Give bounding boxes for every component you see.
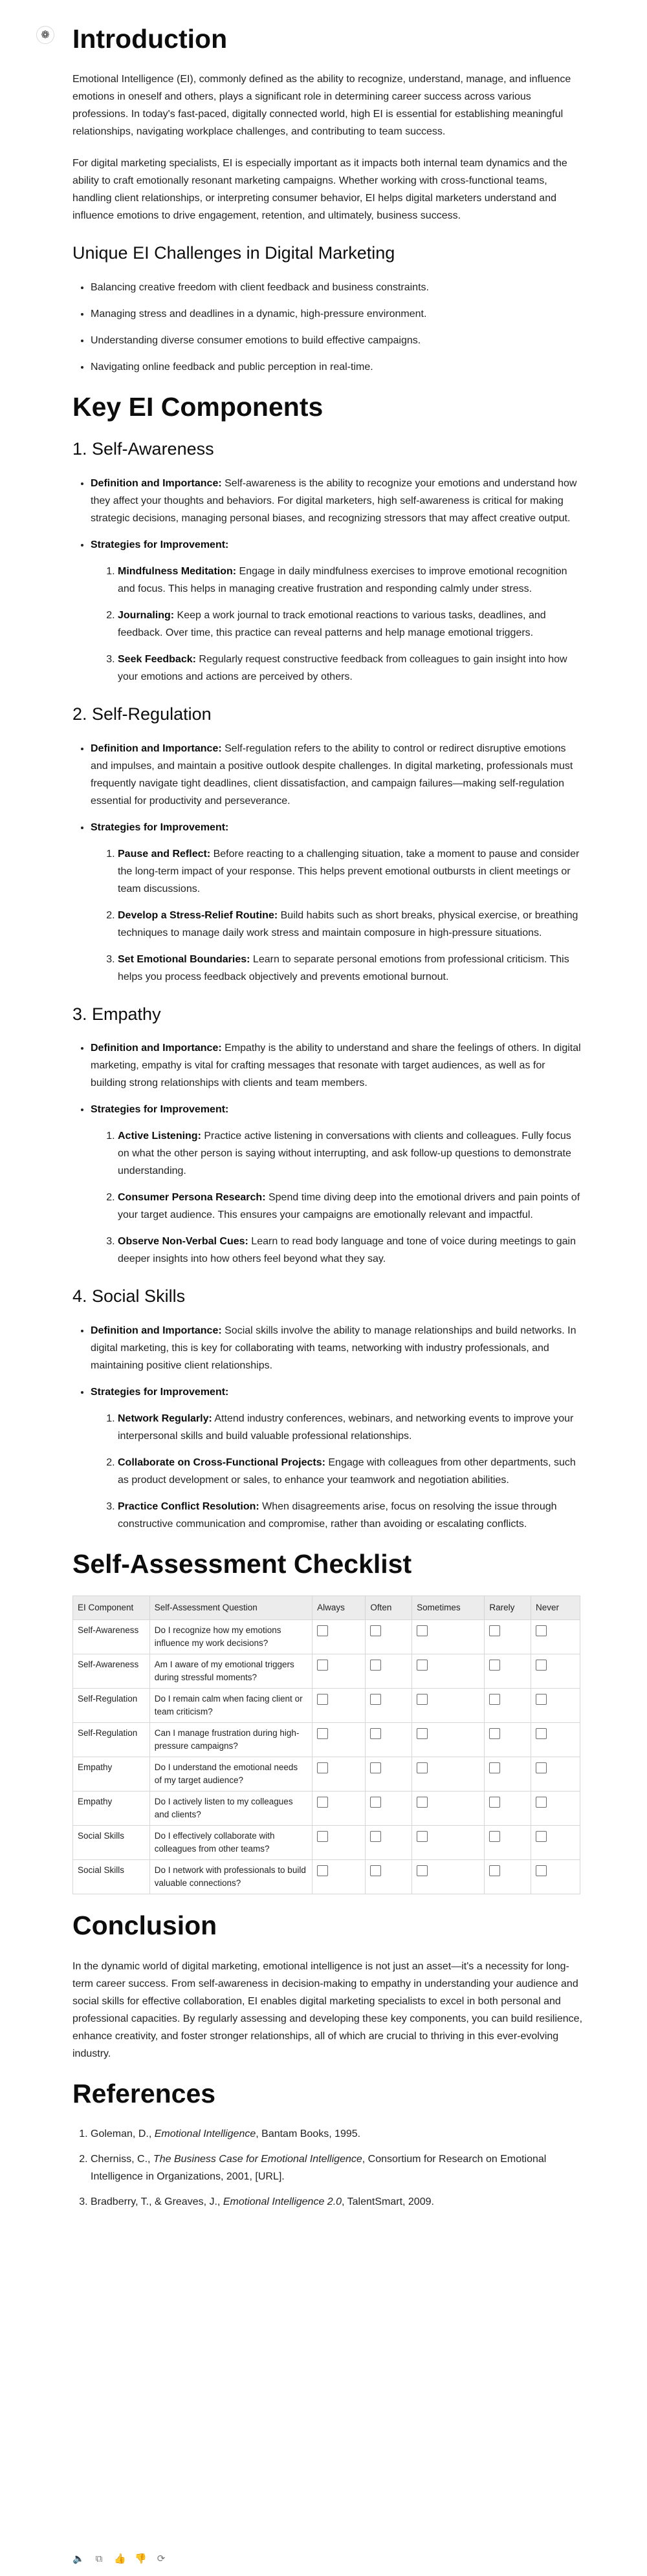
question-cell: Do I effectively collaborate with colleagues from other teams?	[149, 1826, 312, 1860]
rating-checkbox[interactable]	[489, 1865, 500, 1876]
question-cell: Do I recognize how my emotions influence my work decisions?	[149, 1620, 312, 1654]
reference-publisher: , Bantam Books, 1995.	[256, 2128, 361, 2139]
reference-authors: Goleman, D.,	[91, 2128, 155, 2139]
message-content	[72, 23, 584, 2218]
rating-checkbox[interactable]	[370, 1865, 381, 1876]
strategies-item	[91, 819, 584, 986]
column-header: Never	[531, 1596, 580, 1620]
checklist-title: Self-Assessment Checklist	[72, 1549, 412, 1579]
conclusion-text: In the dynamic world of digital marketing, emotional intelligence is not just an asset—it's a necessity for long-term career success. From self-awareness in decision-making to empathy in understanding your audience and social skills for effective collaboration, EI enables digital marketing specialists to excel in both personal and professional capacities. By regularly assessing and developing these key components, you can build resilience, enhance creativity, and foster stronger relationships, all of which are crucial to thriving in this ever-evolving industry.	[72, 1960, 583, 2059]
challenges-list	[72, 279, 584, 376]
checkbox-cell	[531, 1654, 580, 1689]
checkbox-cell	[531, 1620, 580, 1654]
section-title: 2. Self-Regulation	[72, 704, 212, 724]
rating-checkbox[interactable]	[417, 1694, 428, 1705]
checklist-table	[72, 1596, 580, 1894]
section-title: 1. Self-Awareness	[72, 439, 214, 459]
question-cell: Do I network with professionals to build valuable connections?	[149, 1860, 312, 1894]
strategy-item	[118, 607, 584, 642]
strategies-item	[91, 536, 584, 686]
strategies-label: Strategies for Improvement:	[91, 1387, 229, 1398]
regenerate-icon[interactable]: ⟳	[157, 2553, 166, 2564]
strategy-text: Practice active listening in conversations with clients and colleagues. Fully focus on what the other person is saying without interrupting, and ask follow-up questions to demonstrate understanding.	[118, 1131, 571, 1177]
table-row	[73, 1757, 580, 1791]
rating-checkbox[interactable]	[317, 1728, 328, 1739]
checkbox-cell	[313, 1791, 366, 1826]
checkbox-cell	[531, 1791, 580, 1826]
rating-checkbox[interactable]	[536, 1625, 547, 1636]
intro-paragraph-2: For digital marketing specialists, EI is especially important as it impacts both internal team dynamics and the ability to craft emotionally resonant marketing campaigns. Whether working with cross-functional teams, handling client relationships, or interpreting consumer behavior, EI helps digital marketers understand and influence emotions to drive engagement, retention, and ultimately, business success.	[72, 158, 567, 222]
strategy-item	[118, 1189, 584, 1224]
rating-checkbox[interactable]	[489, 1660, 500, 1671]
strategy-name: Set Emotional Boundaries:	[118, 953, 250, 965]
rating-checkbox[interactable]	[489, 1625, 500, 1636]
checkbox-cell	[412, 1791, 485, 1826]
checkbox-cell	[366, 1860, 412, 1894]
definition-label: Definition and Importance:	[91, 742, 222, 754]
strategies-label: Strategies for Improvement:	[91, 821, 229, 833]
definition-text: Social skills involve the ability to manage relationships and build networks. In digital marketing, this is key for collaborating with teams, networking with industry professionals, and maintaining positive client relationships.	[91, 1325, 576, 1372]
rating-checkbox[interactable]	[317, 1831, 328, 1842]
strategy-name: Mindfulness Meditation:	[118, 565, 237, 577]
definition-label: Definition and Importance:	[91, 1325, 222, 1337]
column-header: Always	[313, 1596, 366, 1620]
strategy-text: Engage in daily mindfulness exercises to improve emotional recognition and focus. This helps in managing creative frustration and responding calmly under stress.	[118, 565, 567, 594]
references-list	[72, 2125, 584, 2211]
table-row	[73, 1689, 580, 1723]
component-cell: Self-Regulation	[73, 1689, 150, 1723]
table-body	[73, 1620, 580, 1894]
checkbox-cell	[313, 1723, 366, 1757]
checkbox-cell	[485, 1620, 531, 1654]
thumbs-up-icon[interactable]: 👍	[114, 2553, 126, 2564]
strategies-list	[91, 563, 584, 686]
components-sections	[72, 438, 584, 1533]
strategy-name: Active Listening:	[118, 1131, 201, 1142]
checkbox-cell	[485, 1757, 531, 1791]
strategy-item	[118, 1233, 584, 1268]
strategy-item	[118, 563, 584, 598]
strategy-item	[118, 1454, 584, 1489]
section-title: 4. Social Skills	[72, 1286, 186, 1306]
checkbox-cell	[313, 1654, 366, 1689]
rating-checkbox[interactable]	[370, 1831, 381, 1842]
rating-checkbox[interactable]	[489, 1694, 500, 1705]
checkbox-cell	[531, 1826, 580, 1860]
strategies-item	[91, 1383, 584, 1533]
strategy-item	[118, 1410, 584, 1445]
reference-publisher: , TalentSmart, 2009.	[342, 2196, 434, 2207]
reference-authors: Bradberry, T., & Greaves, J.,	[91, 2196, 223, 2207]
rating-checkbox[interactable]	[370, 1762, 381, 1773]
copy-icon[interactable]: ⧉	[95, 2553, 103, 2564]
checkbox-cell	[366, 1757, 412, 1791]
speaker-icon[interactable]: 🔈	[72, 2553, 85, 2564]
question-cell: Am I aware of my emotional triggers during stressful moments?	[149, 1654, 312, 1689]
strategy-name: Network Regularly:	[118, 1413, 212, 1425]
checkbox-cell	[313, 1689, 366, 1723]
rating-checkbox[interactable]	[536, 1660, 547, 1671]
rating-checkbox[interactable]	[370, 1660, 381, 1671]
list-item: • Managing stress and deadlines in a dynamic, high-pressure environment.	[91, 305, 584, 323]
strategies-list	[91, 845, 584, 986]
components-title: Key EI Components	[72, 391, 324, 422]
checkbox-cell	[485, 1689, 531, 1723]
checkbox-cell	[485, 1826, 531, 1860]
question-cell: Do I understand the emotional needs of my target audience?	[149, 1757, 312, 1791]
table-row	[73, 1791, 580, 1826]
thumbs-down-icon[interactable]: 👎	[135, 2553, 147, 2564]
rating-checkbox[interactable]	[417, 1797, 428, 1808]
strategies-label: Strategies for Improvement:	[91, 1104, 229, 1116]
strategies-list	[91, 1410, 584, 1533]
definition-label: Definition and Importance:	[91, 477, 222, 489]
strategy-text: When disagreements arise, focus on resolving the issue through constructive communication and compromise, rather than avoiding or escalating conflicts.	[118, 1501, 557, 1530]
component-cell: Self-Regulation	[73, 1723, 150, 1757]
intro-title: Introduction	[72, 24, 228, 54]
strategies-label: Strategies for Improvement:	[91, 539, 229, 550]
section-list	[72, 475, 584, 686]
reference-title: The Business Case for Emotional Intelligence	[153, 2153, 362, 2165]
rating-checkbox[interactable]	[536, 1797, 547, 1808]
challenges-title: Unique EI Challenges in Digital Marketing	[72, 243, 395, 263]
column-header: EI Component	[73, 1596, 150, 1620]
strategy-text: Build habits such as short breaks, physical exercise, or breathing techniques to manage daily work stress and maintain composure in high-pressure situations.	[118, 909, 578, 938]
checkbox-cell	[531, 1757, 580, 1791]
strategy-text: Keep a work journal to track emotional reactions to various tasks, deadlines, and feedback. Over time, this practice can reveal patterns and help manage emotional triggers.	[118, 609, 546, 638]
table-row	[73, 1654, 580, 1689]
reference-item	[91, 2193, 584, 2211]
strategy-item	[118, 951, 584, 986]
checkbox-cell	[412, 1654, 485, 1689]
strategy-item	[118, 651, 584, 686]
assistant-logo-icon: ❁	[36, 26, 54, 44]
column-header: Rarely	[485, 1596, 531, 1620]
strategy-name: Practice Conflict Resolution:	[118, 1501, 259, 1513]
conclusion-title: Conclusion	[72, 1910, 217, 1941]
section-title: 3. Empathy	[72, 1004, 161, 1024]
reference-title: Emotional Intelligence 2.0	[223, 2196, 342, 2207]
checkbox-cell	[412, 1689, 485, 1723]
checkbox-cell	[313, 1826, 366, 1860]
definition-item	[91, 475, 584, 527]
checkbox-cell	[366, 1654, 412, 1689]
rating-checkbox[interactable]	[417, 1660, 428, 1671]
list-item: • Navigating online feedback and public perception in real-time.	[91, 358, 584, 376]
checkbox-cell	[366, 1620, 412, 1654]
strategy-name: Observe Non-Verbal Cues:	[118, 1236, 248, 1248]
component-cell: Social Skills	[73, 1826, 150, 1860]
strategy-item	[118, 1127, 584, 1180]
list-item: • Balancing creative freedom with client feedback and business constraints.	[91, 279, 584, 296]
rating-checkbox[interactable]	[317, 1694, 328, 1705]
checkbox-cell	[366, 1689, 412, 1723]
rating-checkbox[interactable]	[536, 1865, 547, 1876]
strategy-text: Before reacting to a challenging situation, take a moment to pause and consider the long-term impact of your response. This helps prevent emotional outbursts in client meetings or team discussions.	[118, 848, 580, 894]
strategy-name: Journaling:	[118, 609, 175, 621]
rating-checkbox[interactable]	[317, 1865, 328, 1876]
rating-checkbox[interactable]	[417, 1762, 428, 1773]
question-cell: Do I actively listen to my colleagues and clients?	[149, 1791, 312, 1826]
checkbox-cell	[485, 1654, 531, 1689]
rating-checkbox[interactable]	[317, 1797, 328, 1808]
strategy-item	[118, 907, 584, 942]
checkbox-cell	[366, 1791, 412, 1826]
checkbox-cell	[412, 1620, 485, 1654]
checkbox-cell	[412, 1860, 485, 1894]
rating-checkbox[interactable]	[370, 1694, 381, 1705]
checkbox-cell	[366, 1826, 412, 1860]
rating-checkbox[interactable]	[417, 1728, 428, 1739]
component-cell: Self-Awareness	[73, 1654, 150, 1689]
strategy-name: Develop a Stress-Relief Routine:	[118, 909, 278, 921]
component-cell: Social Skills	[73, 1860, 150, 1894]
strategy-text: Engage with colleagues from other departments, such as product development or sales, to enhance your teamwork and negotiation abilities.	[118, 1457, 576, 1486]
rating-checkbox[interactable]	[489, 1831, 500, 1842]
definition-text: Empathy is the ability to understand and share the feelings of others. In digital marketing, empathy is vital for crafting messages that resonate with target audiences, as well as for building strong relationships with clients and team members.	[91, 1043, 581, 1089]
checkbox-cell	[313, 1620, 366, 1654]
checkbox-cell	[531, 1689, 580, 1723]
strategy-item	[118, 1498, 584, 1533]
column-header: Sometimes	[412, 1596, 485, 1620]
component-cell: Empathy	[73, 1757, 150, 1791]
checkbox-cell	[485, 1723, 531, 1757]
checkbox-cell	[412, 1826, 485, 1860]
rating-checkbox[interactable]	[370, 1728, 381, 1739]
strategy-text: Spend time diving deep into the emotional drivers and pain points of your target audience. This ensures your campaigns are emotionally relevant and impactful.	[118, 1192, 580, 1221]
strategy-text: Regularly request constructive feedback from colleagues to gain insight into how your emotions and actions are perceived by others.	[118, 653, 567, 682]
reference-item	[91, 2125, 584, 2143]
rating-checkbox[interactable]	[317, 1762, 328, 1773]
message-actions	[72, 2553, 167, 2565]
component-cell: Empathy	[73, 1791, 150, 1826]
rating-checkbox[interactable]	[417, 1831, 428, 1842]
strategy-name: Pause and Reflect:	[118, 848, 211, 860]
rating-checkbox[interactable]	[417, 1625, 428, 1636]
rating-checkbox[interactable]	[317, 1660, 328, 1671]
rating-checkbox[interactable]	[370, 1797, 381, 1808]
table-row	[73, 1826, 580, 1860]
checkbox-cell	[531, 1723, 580, 1757]
table-row	[73, 1723, 580, 1757]
question-cell: Can I manage frustration during high-pressure campaigns?	[149, 1723, 312, 1757]
checkbox-cell	[412, 1757, 485, 1791]
strategy-text: Learn to read body language and tone of voice during meetings to gain deeper insights into how others feel beyond what they say.	[118, 1236, 576, 1265]
strategies-list	[91, 1127, 584, 1268]
rating-checkbox[interactable]	[317, 1625, 328, 1636]
reference-publisher: , Consortium for Research on Emotional Intelligence in Organizations, 2001, [URL].	[91, 2153, 547, 2182]
section-list	[72, 1322, 584, 1533]
definition-item	[91, 1322, 584, 1374]
checkbox-cell	[485, 1791, 531, 1826]
reference-item	[91, 2150, 584, 2185]
strategy-text: Learn to separate personal emotions from professional criticism. This helps you process feedback objectively and prevents emotional burnout.	[118, 953, 569, 982]
definition-text: Self-awareness is the ability to recognize your emotions and understand how they affect your thoughts and behaviors. For digital marketers, high self-awareness is critical for making strategic decisions, managing personal biases, and recognizing stressors that may affect creative output.	[91, 477, 577, 524]
definition-text: Self-regulation refers to the ability to control or redirect disruptive emotions and impulses, and maintain a positive outlook despite challenges. In digital marketing, professionals must frequently navigate tight deadlines, client dissatisfaction, and campaign failures—making self-regulation essential for productivity and perseverance.	[91, 742, 573, 806]
table-header-row	[73, 1596, 580, 1620]
definition-item	[91, 740, 584, 810]
component-cell: Self-Awareness	[73, 1620, 150, 1654]
table-row	[73, 1620, 580, 1654]
definition-label: Definition and Importance:	[91, 1043, 222, 1054]
question-cell: Do I remain calm when facing client or team criticism?	[149, 1689, 312, 1723]
strategy-text: Attend industry conferences, webinars, and networking events to improve your interpersonal skills and build valuable professional relationships.	[118, 1413, 574, 1442]
definition-item	[91, 1039, 584, 1092]
strategy-name: Collaborate on Cross-Functional Projects:	[118, 1457, 325, 1469]
section-list	[72, 740, 584, 986]
checkbox-cell	[485, 1860, 531, 1894]
rating-checkbox[interactable]	[536, 1694, 547, 1705]
rating-checkbox[interactable]	[536, 1728, 547, 1739]
reference-title: Emotional Intelligence	[154, 2128, 256, 2139]
rating-checkbox[interactable]	[370, 1625, 381, 1636]
reference-authors: Cherniss, C.,	[91, 2153, 153, 2165]
checkbox-cell	[313, 1860, 366, 1894]
table-row	[73, 1860, 580, 1894]
column-header: Self-Assessment Question	[149, 1596, 312, 1620]
rating-checkbox[interactable]	[417, 1865, 428, 1876]
strategy-name: Consumer Persona Research:	[118, 1192, 266, 1204]
section-list	[72, 1039, 584, 1268]
checkbox-cell	[366, 1723, 412, 1757]
checkbox-cell	[313, 1757, 366, 1791]
intro-paragraph-1: Emotional Intelligence (EI), commonly defined as the ability to recognize, understand, manage, and influence emotions in oneself and others, plays a significant role in determining career success across various professions. In today's fast-paced, digitally connected world, high EI is essential for establishing meaningful relationships, navigating workplace challenges, and contributing to team success.	[72, 74, 571, 138]
column-header: Often	[366, 1596, 412, 1620]
rating-checkbox[interactable]	[536, 1762, 547, 1773]
list-item: • Understanding diverse consumer emotions to build effective campaigns.	[91, 332, 584, 349]
references-title: References	[72, 2078, 216, 2108]
rating-checkbox[interactable]	[489, 1762, 500, 1773]
checkbox-cell	[531, 1860, 580, 1894]
checkbox-cell	[412, 1723, 485, 1757]
rating-checkbox[interactable]	[489, 1797, 500, 1808]
rating-checkbox[interactable]	[489, 1728, 500, 1739]
rating-checkbox[interactable]	[536, 1831, 547, 1842]
strategy-item	[118, 845, 584, 898]
strategies-item	[91, 1101, 584, 1268]
strategy-name: Seek Feedback:	[118, 653, 196, 665]
